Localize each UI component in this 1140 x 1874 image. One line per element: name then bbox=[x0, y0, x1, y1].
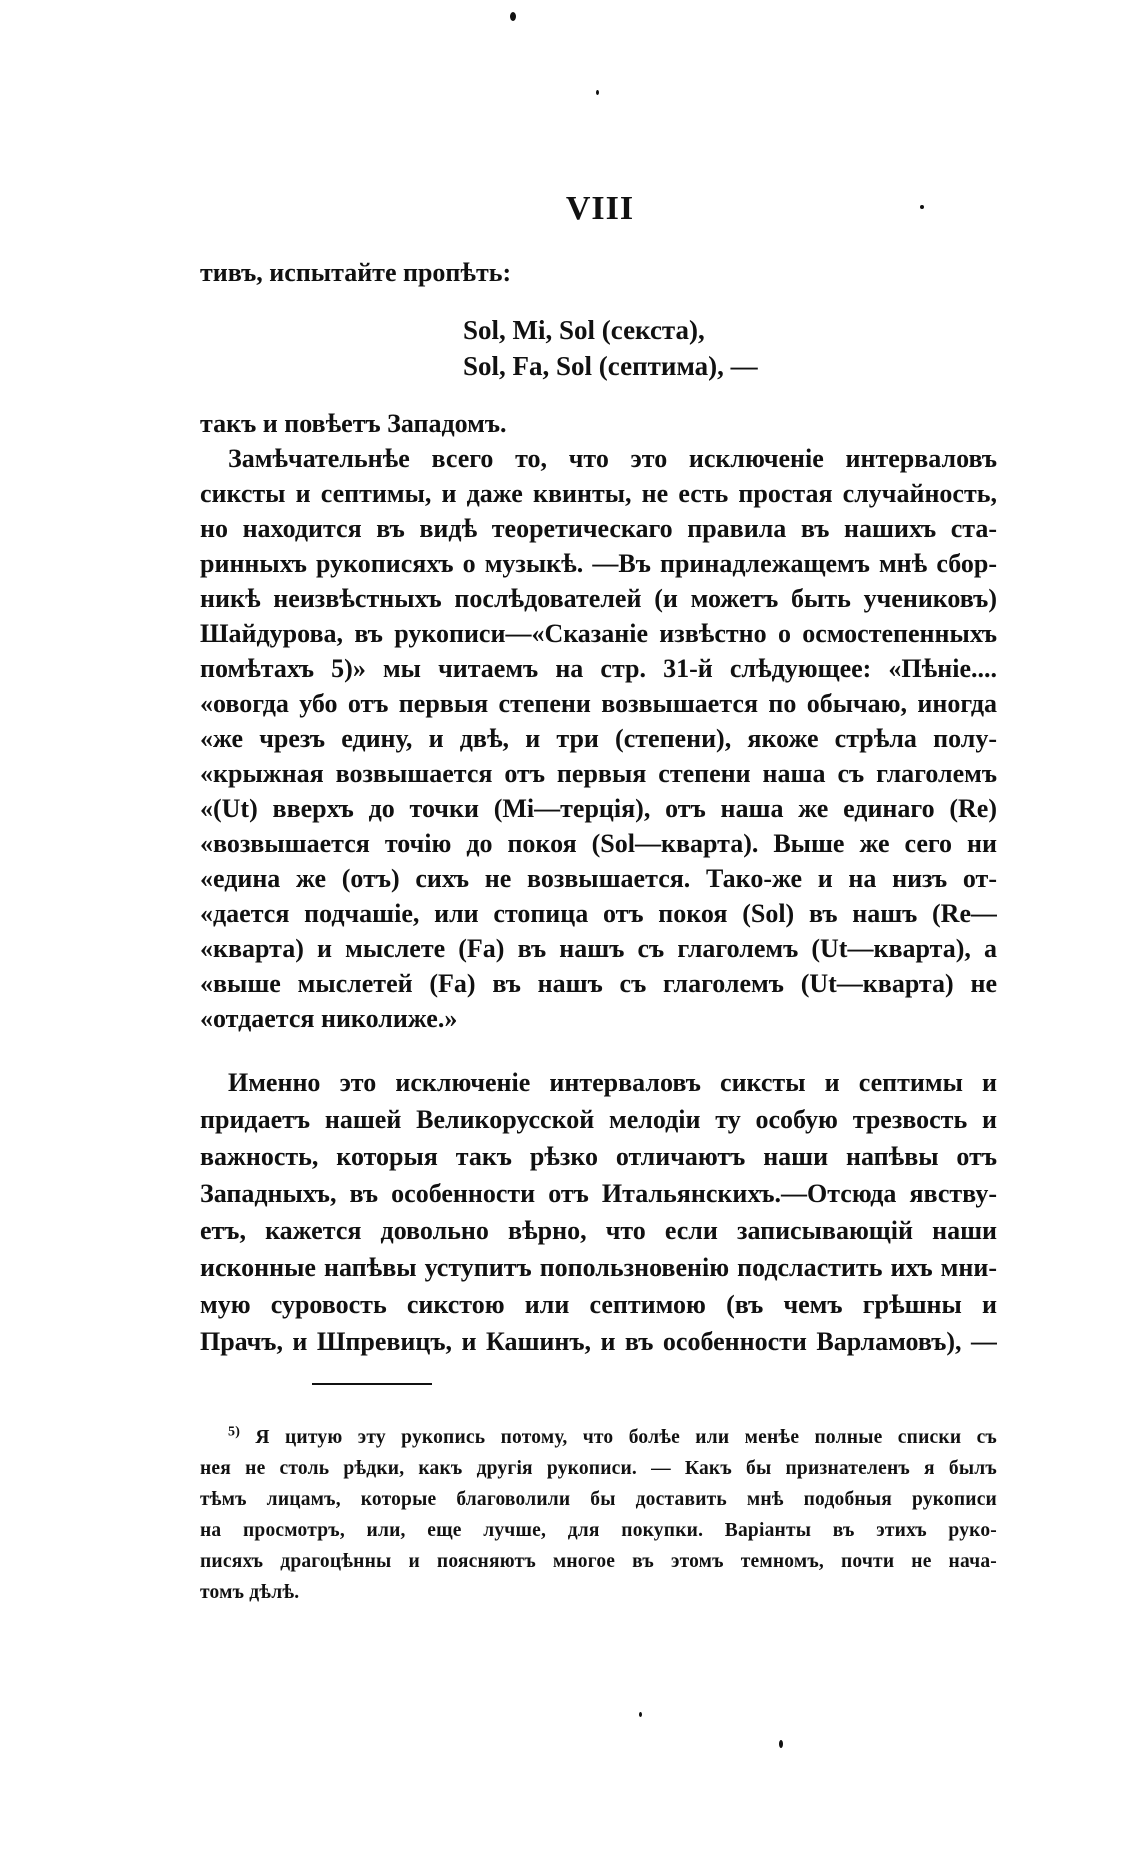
formula-line: Sol, Fa, Sol (септима), — bbox=[463, 351, 758, 381]
text-line: на просмотръ, или, еще лучше, для покупки. Варіанты въ этихъ руко- bbox=[200, 1520, 997, 1541]
text-line: тивъ, испытайте пропѣть: bbox=[200, 258, 512, 287]
footnote-marker: 5) bbox=[228, 1424, 241, 1440]
text-line: Шайдурова, въ рукописи—«Сказаніе извѣстно о осмостепенныхъ bbox=[200, 619, 997, 648]
intro-line bbox=[200, 255, 997, 290]
text-line: такъ и повѣетъ Западомъ. bbox=[200, 409, 507, 438]
text-line: Именно это исключеніе интерваловъ сиксты и септимы и bbox=[228, 1068, 997, 1097]
text-line: «крыжная возвышается отъ первыя степени наша съ глаголемъ bbox=[200, 759, 997, 788]
text-line: мую суровость сикстою или септимою (въ чемъ грѣшны и bbox=[200, 1290, 997, 1319]
text-line: но находится въ видѣ теоретическаго правила въ нашихъ ста- bbox=[200, 514, 997, 543]
text-line: «кварта) и мыслете (Fa) въ нашъ съ глаголемъ (Ut—кварта), а bbox=[200, 934, 997, 963]
paragraph-2 bbox=[200, 1064, 997, 1360]
text-line: тѣмъ лицамъ, которые благоволили бы доставить мнѣ подобныя рукописи bbox=[200, 1489, 997, 1510]
formula-line: Sol, Mi, Sol (секста), bbox=[463, 315, 705, 345]
text-line: етъ, кажется довольно вѣрно, что если записывающій наши bbox=[200, 1216, 997, 1245]
text-line: помѣтахъ 5)» мы читаемъ на стр. 31-й слѣдующее: «Пѣніе.... bbox=[200, 654, 997, 683]
text-line: «овогда убо отъ первыя степени возвышается по обычаю, иногда bbox=[200, 689, 997, 718]
text-line: писяхъ драгоцѣнны и поясняютъ многое въ этомъ темномъ, почти не начa- bbox=[200, 1551, 997, 1572]
paragraph-1 bbox=[200, 406, 997, 1036]
text-line: «отдается николиже.» bbox=[200, 1004, 458, 1033]
page-number: VIII bbox=[565, 190, 635, 227]
text-line: Прачъ, и Шпревицъ, и Кашинъ, и въ особенности Варламовъ), — bbox=[200, 1327, 997, 1356]
text-line: «(Ut) вверхъ до точки (Mi—терція), отъ наша же единаго (Re) bbox=[200, 794, 997, 823]
text-line bbox=[200, 1422, 997, 1453]
footnote-text: Я цитую эту рукопись потому, что болѣе или менѣе полные списки съ bbox=[255, 1427, 997, 1448]
print-speck bbox=[596, 90, 599, 95]
text-line: «же чрезъ едину, и двѣ, и три (степени), якоже стрѣла полу- bbox=[200, 724, 997, 753]
print-speck bbox=[779, 1740, 783, 1748]
text-line: никѣ неизвѣстныхъ послѣдователей (и можетъ быть учениковъ) bbox=[200, 584, 997, 613]
footnote-divider bbox=[312, 1383, 432, 1385]
text-line: придаетъ нашей Великорусской мелодіи ту особую трезвость и bbox=[200, 1105, 997, 1134]
text-line: «возвышается точію до покоя (Sol—кварта). Выше же сего ни bbox=[200, 829, 997, 858]
text-line: важность, которыя такъ рѣзко отличаютъ наши напѣвы отъ bbox=[200, 1142, 997, 1171]
text-line: «дается подчашіе, или стопица отъ покоя (Sol) въ нашъ (Re— bbox=[200, 899, 997, 928]
print-speck bbox=[510, 12, 516, 21]
text-line: исконные напѣвы уступитъ попользновенію подсластить ихъ мни- bbox=[200, 1253, 997, 1282]
text-line: Замѣчательнѣе всего то, что это исключеніе интерваловъ bbox=[228, 444, 997, 473]
text-line: «выше мыслетей (Fa) въ нашъ съ глаголемъ (Ut—кварта) не bbox=[200, 969, 997, 998]
text-line: Западныхъ, въ особенности отъ Итальянскихъ.—Отсюда явству- bbox=[200, 1179, 997, 1208]
text-line: «едина же (отъ) сихъ не возвышается. Тако-же и на низъ от- bbox=[200, 864, 997, 893]
text-line: нея не столь рѣдки, какъ другія рукописи. — Какъ бы признателенъ я былъ bbox=[200, 1458, 997, 1479]
footnote bbox=[200, 1422, 997, 1608]
print-speck bbox=[639, 1712, 642, 1717]
text-line: ринныхъ рукописяхъ о музыкѣ. —Въ принадлежащемъ мнѣ сбор- bbox=[200, 549, 997, 578]
text-line: сиксты и септимы, и даже квинты, не есть простая случайность, bbox=[200, 479, 997, 508]
text-line: томъ дѣлѣ. bbox=[200, 1582, 300, 1603]
